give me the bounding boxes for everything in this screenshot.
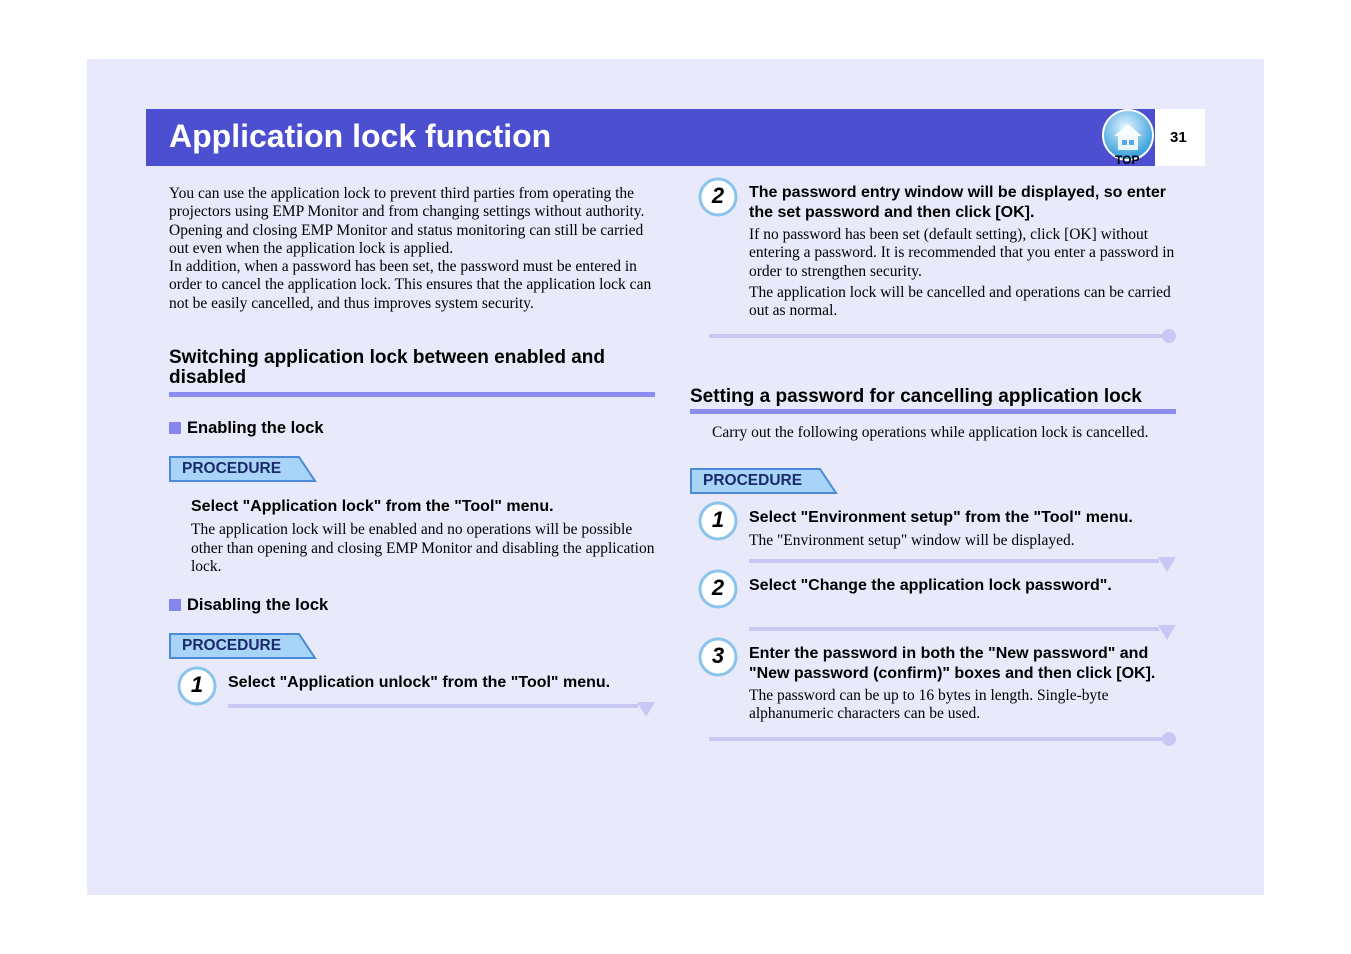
procedure-end-rule bbox=[709, 334, 1169, 338]
step-number-badge: 1 bbox=[177, 666, 217, 706]
subheading-enabling: Enabling the lock bbox=[169, 419, 324, 438]
step-number-badge: 2 bbox=[698, 569, 738, 609]
bullet-square-icon bbox=[169, 599, 181, 611]
section-heading-rule bbox=[169, 392, 655, 397]
procedure-end-rule bbox=[709, 737, 1169, 741]
step-body-enable: The application lock will be enabled and no operations will be possible other than opening and closing EMP Monitor and disabling the application lock. bbox=[191, 521, 655, 575]
procedure-label: PROCEDURE bbox=[169, 633, 319, 659]
step-arrow-icon bbox=[637, 702, 655, 718]
intro-paragraph-1: You can use the application lock to prevent third parties from operating the projectors using EMP Monitor and from changing settings without authority. Opening and closing EMP Monitor and status monitoring can still be carried out even when the application lock is applied. bbox=[169, 185, 645, 257]
step-divider bbox=[749, 627, 1159, 631]
section-heading-password: Setting a password for cancelling application lock bbox=[690, 386, 1142, 407]
top-button[interactable] bbox=[1101, 109, 1155, 166]
bullet-square-icon bbox=[169, 422, 181, 434]
procedure-end-dot-icon bbox=[1161, 731, 1177, 747]
step-title-change-password: Select "Change the application lock password". bbox=[749, 577, 1112, 594]
procedure-end-dot-icon bbox=[1161, 328, 1177, 344]
subheading-disabling: Disabling the lock bbox=[169, 596, 328, 615]
step-number-badge: 3 bbox=[698, 637, 738, 677]
procedure-label: PROCEDURE bbox=[169, 456, 319, 482]
step-title-environment-setup: Select "Environment setup" from the "Tool" menu. bbox=[749, 509, 1133, 526]
step-title-unlock: Select "Application unlock" from the "Tool" menu. bbox=[228, 674, 611, 691]
step-body-password-entry-1: If no password has been set (default setting), click [OK] without entering a password. It is recommended that you enter a password in order to strengthen security. bbox=[749, 226, 1175, 280]
step-arrow-icon bbox=[1158, 625, 1176, 641]
step-title-enable: Select "Application lock" from the "Tool" menu. bbox=[191, 498, 554, 515]
step-body-password-entry-2: The application lock will be cancelled and operations can be carried out as normal. bbox=[749, 284, 1171, 320]
section-heading-switching: Switching application lock between enabled and disabled bbox=[169, 347, 606, 388]
procedure-label: PROCEDURE bbox=[690, 468, 840, 494]
intro-paragraph-2: In addition, when a password has been set, the password must be entered in order to cancel the application lock. This ensures that the application lock can not be easily cancelled, and thus improves system security. bbox=[169, 258, 652, 312]
section-heading-rule bbox=[690, 409, 1176, 414]
step-number-badge: 2 bbox=[698, 177, 738, 217]
step-divider bbox=[749, 559, 1159, 563]
step-title-password-entry: The password entry window will be displayed, so enter the set password and then click [OK]. bbox=[749, 184, 1166, 221]
step-number-badge: 1 bbox=[698, 501, 738, 541]
step-body-environment-setup: The "Environment setup" window will be displayed. bbox=[749, 532, 1075, 549]
step-title-new-password: Enter the password in both the "New password" and "New password (confirm)" boxes and then click [OK]. bbox=[749, 645, 1156, 682]
page-title: Application lock function bbox=[169, 118, 552, 154]
step-arrow-icon bbox=[1158, 557, 1176, 573]
top-label: TOP bbox=[1115, 153, 1140, 167]
step-body-new-password: The password can be up to 16 bytes in length. Single-byte alphanumeric characters can be used. bbox=[749, 687, 1109, 723]
section-intro: Carry out the following operations while application lock is cancelled. bbox=[712, 424, 1149, 441]
step-divider bbox=[228, 704, 638, 708]
page-number: 31 bbox=[1170, 129, 1187, 146]
